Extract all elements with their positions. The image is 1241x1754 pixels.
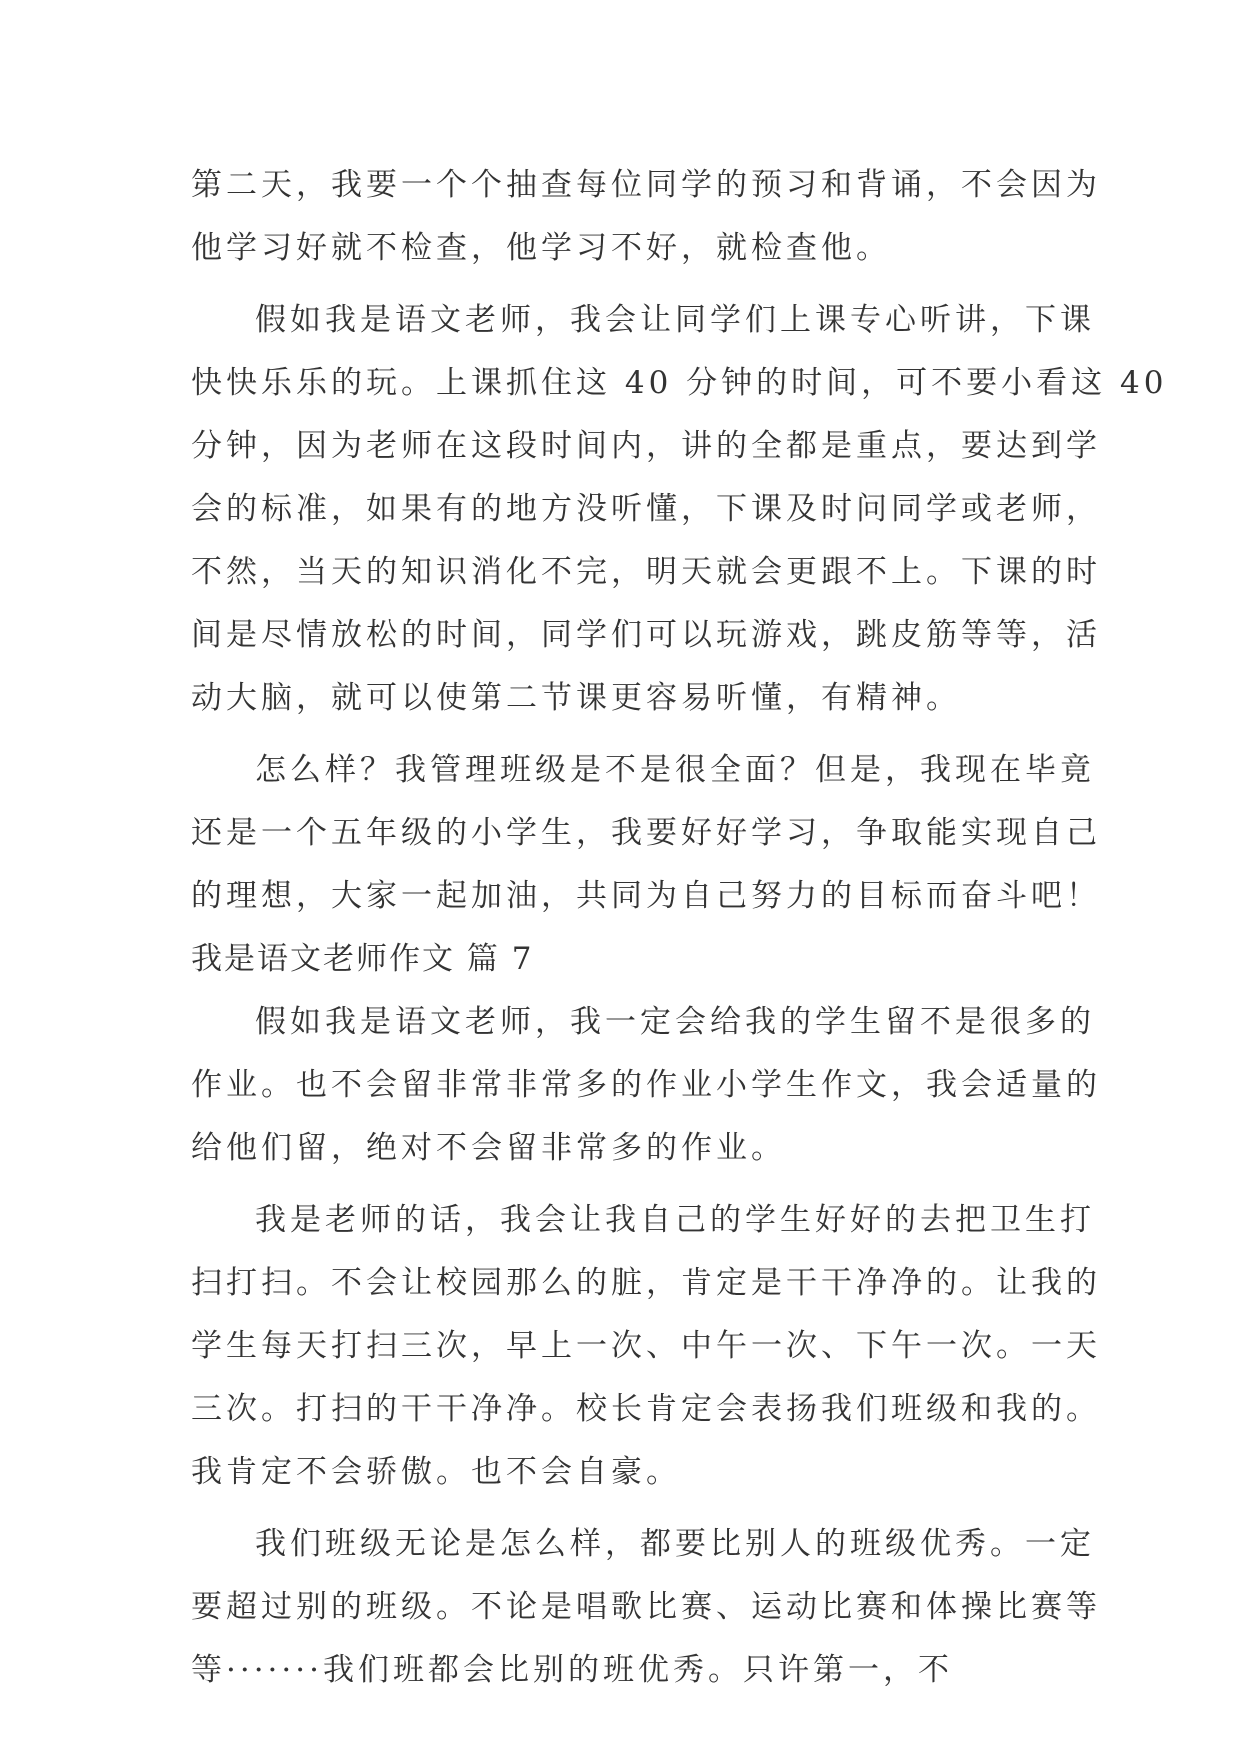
text-line: 要超过别的班级。不论是唱歌比赛、运动比赛和体操比赛等 [191,1589,1101,1625]
text-line: 给他们留，绝对不会留非常多的作业。 [191,1130,786,1166]
document-body [191,154,1168,1702]
text-line: 还是一个五年级的小学生，我要好好学习，争取能实现自己 [191,815,1101,851]
paragraph-first-line: 我们班级无论是怎么样，都要比别人的班级优秀。一定 [255,1526,1095,1562]
text-line: 扫打扫。不会让校园那么的脏，肯定是干干净净的。让我的 [191,1265,1101,1301]
text-line: 学生每天打扫三次，早上一次、中午一次、下午一次。一天 [191,1328,1101,1364]
text-line: 会的标准，如果有的地方没听懂，下课及时问同学或老师， [191,491,1101,527]
text-line: 不然，当天的知识消化不完，明天就会更跟不上。下课的时 [191,554,1101,590]
text-line: 我肯定不会骄傲。也不会自豪。 [191,1454,681,1490]
text-line: 他学习好就不检查，他学习不好，就检查他。 [191,230,891,266]
paragraph-first-line: 假如我是语文老师，我一定会给我的学生留不是很多的 [255,1004,1095,1040]
text-line: 分钟，因为老师在这段时间内，讲的全都是重点，要达到学 [191,428,1101,464]
paragraph-first-line: 我是老师的话，我会让我自己的学生好好的去把卫生打 [255,1202,1095,1238]
paragraph-first-line: 怎么样？我管理班级是不是很全面？但是，我现在毕竟 [255,752,1095,788]
text-line: 等·······我们班都会比别的班优秀。只许第一，不 [191,1652,953,1688]
paragraph-first-line: 假如我是语文老师，我会让同学们上课专心听讲，下课 [255,302,1095,338]
text-line: 三次。打扫的干干净净。校长肯定会表扬我们班级和我的。 [191,1391,1101,1427]
text-line: 快快乐乐的玩。上课抓住这 40 分钟的时间，可不要小看这 40 [191,365,1168,401]
section-heading: 我是语文老师作文 篇 7 [191,941,534,977]
text-line: 的理想，大家一起加油，共同为自己努力的目标而奋斗吧！ [191,878,1101,914]
text-line: 动大脑，就可以使第二节课更容易听懂，有精神。 [191,680,961,716]
text-line: 作业。也不会留非常非常多的作业小学生作文，我会适量的 [191,1067,1101,1103]
text-line: 间是尽情放松的时间，同学们可以玩游戏，跳皮筋等等，活 [191,617,1101,653]
text-line: 第二天，我要一个个抽查每位同学的预习和背诵，不会因为 [191,167,1101,203]
